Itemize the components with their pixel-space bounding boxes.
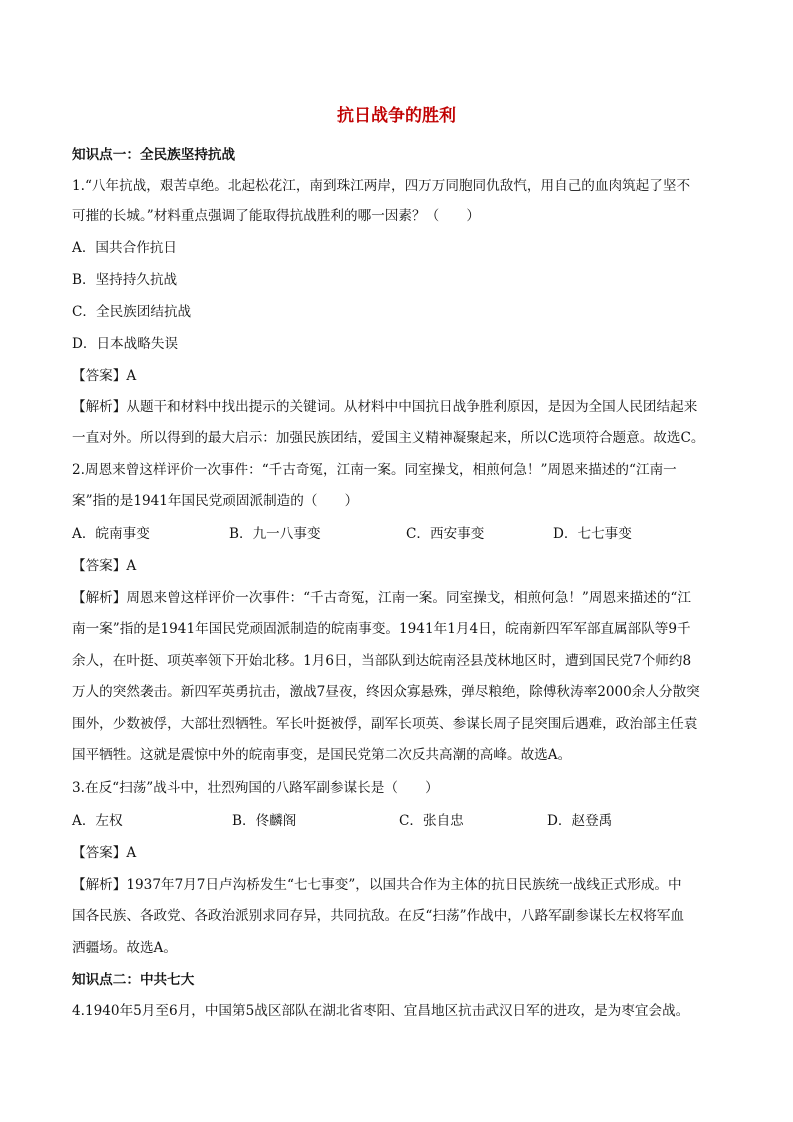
- q2-option-c: C．西安事变: [406, 526, 485, 542]
- q1-analysis-line-2: 一直对外。所以得到的最大启示：加强民族团结，爱国主义精神凝聚起来，所以C选项符合题意。故选C。: [72, 430, 705, 446]
- q1-option-a: A．国共合作抗日: [72, 240, 177, 256]
- q1-option-d: D．日本战略失误: [72, 336, 179, 352]
- page-title: 抗日战争的胜利: [337, 106, 456, 126]
- q2-analysis-line-3: 余人，在叶挺、项英率领下开始北移。1月6日，当部队到达皖南泾县茂林地区时，遭到国民党7个师约8: [72, 653, 692, 669]
- q2-answer: 【答案】A: [72, 558, 137, 574]
- q4-stem: 4.1940年5月至6月，中国第5战区部队在湖北省枣阳、宜昌地区抗击武汉日军的进攻，是为枣宜会战。: [72, 1003, 690, 1019]
- q3-analysis-line-3: 洒疆场。故选A。: [72, 940, 177, 956]
- q1-analysis-line-1: 【解析】从题干和材料中找出提示的关键词。从材料中中国抗日战争胜利原因，是因为全国人民团结起来: [72, 399, 698, 415]
- q3-option-c: C．张自忠: [399, 813, 464, 829]
- q2-analysis-line-6: 国平牺牲。这就是震惊中外的皖南事变，是国民党第二次反共高潮的高峰。故选A。: [72, 747, 572, 763]
- section-heading-2: 知识点二：中共七大: [72, 972, 195, 988]
- q3-option-a: A．左权: [72, 813, 123, 829]
- section-heading-1: 知识点一：全民族坚持抗战: [72, 147, 236, 163]
- q1-option-c: C．全民族团结抗战: [72, 304, 192, 320]
- q1-answer: 【答案】A: [72, 368, 137, 384]
- q2-analysis-line-1: 【解析】周恩来曾这样评价一次事件：“千古奇冤，江南一案。同室操戈，相煎何急！”周恩来描述的“江: [72, 590, 691, 606]
- q2-stem-line-1: 2.周恩来曾这样评价一次事件：“千古奇冤，江南一案。同室操戈，相煎何急！”周恩来描述的“江南一: [72, 462, 677, 478]
- q2-analysis-line-4: 万人的突然袭击。新四军英勇抗击，激战7昼夜，终因众寡悬殊，弹尽粮绝，除傅秋涛率2000余人分散突: [72, 684, 700, 700]
- q3-option-d: D．赵登禹: [547, 813, 613, 829]
- q3-stem: 3.在反“扫荡”战斗中，壮烈殉国的八路军副参谋长是（ ）: [72, 780, 439, 796]
- q1-stem-line-2: 可摧的长城。”材料重点强调了能取得抗战胜利的哪一因素？（ ）: [72, 208, 480, 224]
- q1-stem-line-1: 1.“八年抗战，艰苦卓绝。北起松花江，南到珠江两岸，四万万同胞同仇敌忾，用自己的血肉筑起了坚不: [72, 178, 691, 194]
- q2-analysis-line-2: 南一案”指的是1941年国民党顽固派制造的皖南事变。1941年1月4日，皖南新四军军部直属部队等9千: [72, 621, 691, 637]
- q3-analysis-line-1: 【解析】1937年7月7日卢沟桥发生“七七事变”，以国共合作为主体的抗日民族统一战线正式形成。中: [72, 877, 682, 893]
- q3-option-b: B．佟麟阁: [232, 813, 297, 829]
- q2-analysis-line-5: 围外，少数被俘，大部壮烈牺牲。军长叶挺被俘，副军长项英、参谋长周子昆突围后遇难，政治部主任袁: [72, 716, 698, 732]
- q2-stem-line-2: 案”指的是1941年国民党顽固派制造的（ ）: [72, 493, 359, 509]
- q3-answer: 【答案】A: [72, 845, 137, 861]
- q2-option-b: B．九一八事变: [229, 526, 321, 542]
- q3-analysis-line-2: 国各民族、各政党、各政治派别求同存异，共同抗敌。在反“扫荡”作战中，八路军副参谋长左权将军血: [72, 908, 685, 924]
- q2-option-a: A．皖南事变: [72, 526, 150, 542]
- q2-option-d: D．七七事变: [553, 526, 632, 542]
- q1-option-b: B．坚持持久抗战: [72, 272, 178, 288]
